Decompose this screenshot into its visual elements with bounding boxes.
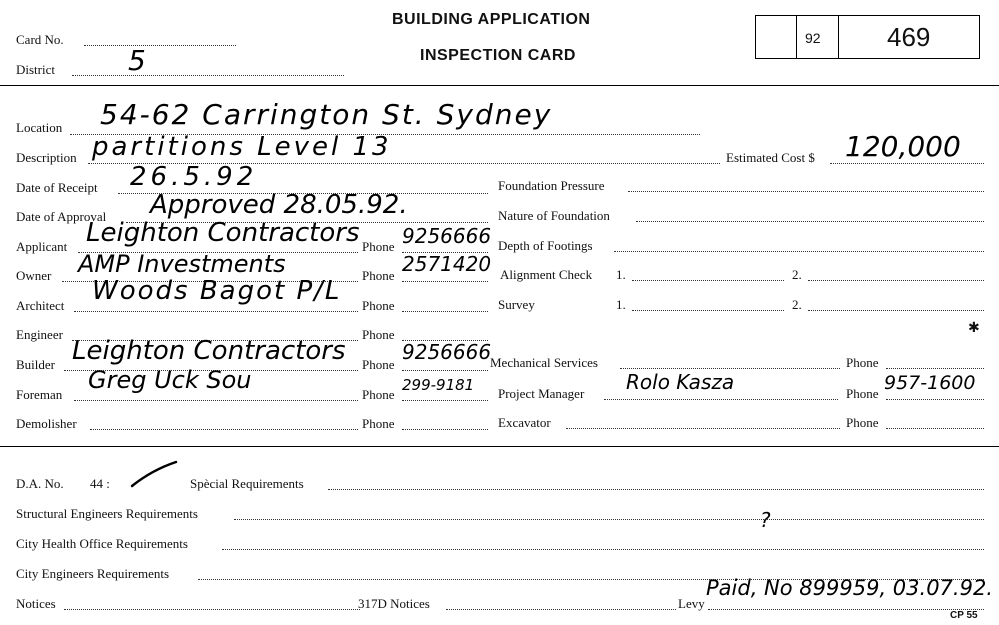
card-year-cell (796, 16, 838, 58)
project-manager-line (604, 399, 838, 400)
ink-mark: ✱ (968, 321, 980, 336)
foreman-phone-line (402, 400, 488, 401)
mechanical-services-line (620, 368, 840, 369)
owner-phone-line (402, 281, 488, 282)
project-manager-phone-label: Phone (846, 386, 879, 401)
builder-phone-label: Phone (362, 357, 395, 372)
engineer-phone-label: Phone (362, 327, 395, 342)
nature-of-foundation-label: Nature of Foundation (498, 208, 610, 223)
depth-of-footings-line (614, 251, 984, 252)
project-manager-value: Rolo Kasza (626, 370, 735, 394)
applicant-label: Applicant (16, 239, 68, 254)
alignment-check-2-label: 2. (792, 267, 802, 282)
alignment-check-2-line (808, 280, 984, 281)
form-code: CP 55 (950, 610, 978, 621)
excavator-line (566, 428, 840, 429)
owner-value: AMP Investments (78, 250, 286, 278)
excavator-phone-label: Phone (846, 415, 879, 430)
city-health-requirements-label: City Health Office Requirements (16, 536, 188, 551)
form-title-line2: INSPECTION CARD (420, 47, 576, 64)
architect-line (74, 311, 358, 312)
demolisher-phone-line (402, 429, 488, 430)
demolisher-line (90, 429, 358, 430)
card-number-cell (838, 16, 980, 58)
owner-phone-label: Phone (362, 268, 395, 283)
structural-requirements-label: Structural Engineers Requirements (16, 506, 198, 521)
district-label: District (16, 62, 55, 77)
structural-requirements-mark: ? (760, 508, 771, 532)
builder-phone-line (402, 370, 488, 371)
owner-phone: 2571420 (402, 252, 492, 276)
foundation-pressure-label: Foundation Pressure (498, 178, 605, 193)
description-label: Description (16, 150, 77, 165)
builder-value: Leighton Contractors (72, 336, 346, 366)
excavator-phone-line (886, 428, 984, 429)
architect-phone-label: Phone (362, 298, 395, 313)
structural-requirements-line (234, 519, 984, 520)
notices-317d-line (446, 609, 676, 610)
date-of-approval-value: Approved 28.05.92. (150, 190, 408, 220)
special-requirements-line (328, 489, 984, 490)
estimated-cost-label: Estimated Cost $ (726, 150, 815, 165)
estimated-cost-line (830, 163, 984, 164)
description-value: partitions Level 13 (92, 132, 392, 162)
survey-1-line (632, 310, 784, 311)
city-engineers-requirements-label: City Engineers Requirements (16, 566, 170, 581)
foreman-label: Foreman (16, 387, 63, 402)
excavator-label: Excavator (498, 415, 551, 430)
alignment-check-label: Alignment Check (500, 267, 593, 282)
depth-of-footings-label: Depth of Footings (498, 238, 593, 253)
notices-line (64, 609, 360, 610)
estimated-cost-value: 120,000 (845, 130, 961, 163)
card-year: 92 (805, 30, 821, 46)
levy-line (708, 609, 984, 610)
card-no-label: Card No. (16, 32, 64, 47)
location-value: 54-62 Carrington St. Sydney (100, 98, 553, 131)
survey-2-line (808, 310, 984, 311)
alignment-check-1-line (632, 280, 784, 281)
applicant-phone: 9256666 (402, 224, 492, 248)
nature-of-foundation-line (636, 221, 984, 222)
da-no-value: 44 : (90, 476, 110, 491)
requirements-divider (0, 446, 999, 447)
header-divider (0, 85, 999, 86)
builder-phone: 9256666 (402, 340, 492, 364)
date-of-approval-label: Date of Approval (16, 209, 107, 224)
card-no-line (84, 45, 236, 46)
da-no-tick-mark (128, 456, 180, 492)
applicant-value: Leighton Contractors (86, 218, 360, 248)
location-label: Location (16, 120, 63, 135)
district-value: 5 (128, 44, 146, 77)
demolisher-phone-label: Phone (362, 416, 395, 431)
notices-317d-label: 317D Notices (358, 596, 430, 611)
foreman-phone-label: Phone (362, 387, 395, 402)
mechanical-services-label: Mechanical Services (490, 355, 598, 370)
levy-label: Levy (678, 596, 705, 611)
architect-label: Architect (16, 298, 65, 313)
form-title-line1: BUILDING APPLICATION (392, 11, 591, 28)
notices-label: Notices (16, 596, 56, 611)
levy-value: Paid, No 899959, 03.07.92. (706, 576, 993, 600)
builder-label: Builder (16, 357, 55, 372)
project-manager-label: Project Manager (498, 386, 585, 401)
architect-value: Woods Bagot P/L (92, 276, 342, 306)
project-manager-phone: 957-1600 (884, 372, 976, 394)
foreman-value: Greg Uck Sou (88, 366, 252, 394)
card-number-box (755, 15, 980, 59)
survey-1-label: 1. (616, 297, 626, 312)
architect-phone-line (402, 311, 488, 312)
mechanical-phone-label: Phone (846, 355, 879, 370)
special-requirements-label: Spècial Requirements (190, 476, 304, 491)
da-no-label: D.A. No. (16, 476, 64, 491)
survey-2-label: 2. (792, 297, 802, 312)
foreman-phone: 299-9181 (402, 376, 475, 394)
applicant-phone-label: Phone (362, 239, 395, 254)
card-number: 469 (887, 22, 931, 52)
district-line (72, 75, 344, 76)
date-of-receipt-value: 26.5.92 (130, 162, 258, 192)
foreman-line (74, 400, 358, 401)
project-manager-phone-line (886, 399, 984, 400)
mechanical-phone-line (886, 368, 984, 369)
owner-label: Owner (16, 268, 52, 283)
date-of-receipt-label: Date of Receipt (16, 180, 98, 195)
city-health-requirements-line (222, 549, 984, 550)
survey-label: Survey (498, 297, 535, 312)
alignment-check-1-label: 1. (616, 267, 626, 282)
demolisher-label: Demolisher (16, 416, 77, 431)
foundation-pressure-line (628, 191, 984, 192)
engineer-label: Engineer (16, 327, 63, 342)
